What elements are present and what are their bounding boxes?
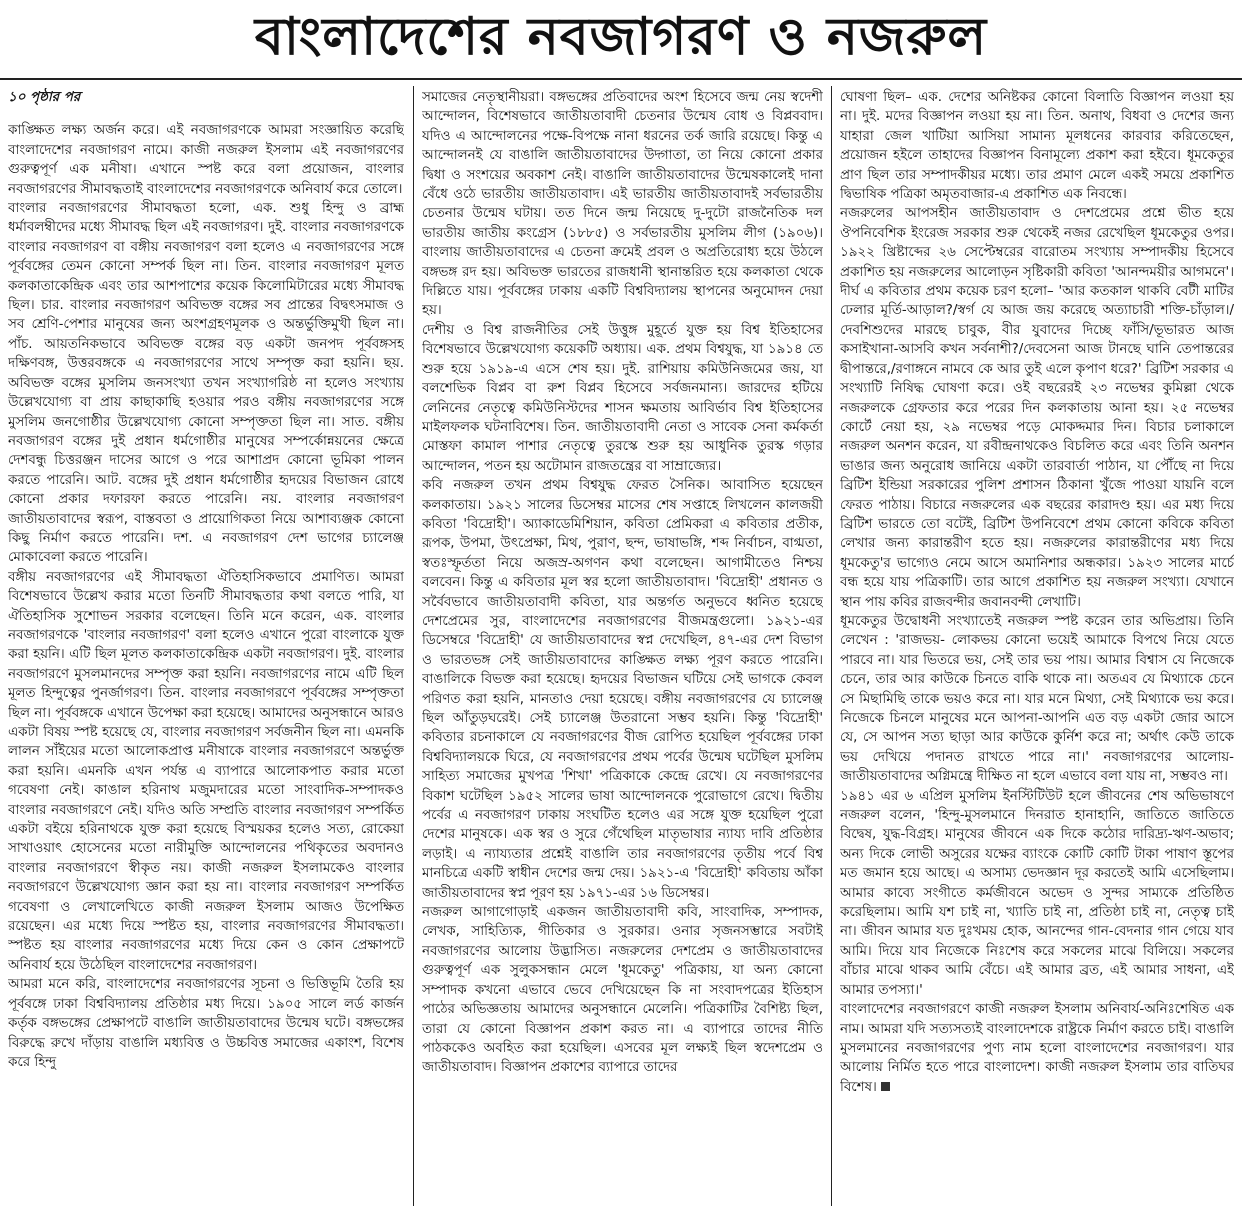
- paragraph: বাংলার নবজাগরণের সীমাবদ্ধতা হলো, এক. শুধু হিন্দু ও ব্রাহ্ম ধর্মাবলম্বীদের মধ্যে সীমাবদ্ধ ছিল এই নবজাগরণ। দুই. বাংলার নবজাগরণকে বাংলার নবজাগরণ বা বঙ্গীয় নবজাগরণ বলা হলেও এ নবজাগরণের সঙ্গে পূর্ববঙ্গের তেমন কোনো সম্পর্ক ছিল না। তিন. বাংলার নবজাগরণ মূলত কলকাতাকেন্দ্রিক এবং তার আশপাশের কয়েক কিলোমিটারের মধ্যে সীমাবদ্ধ ছিল। চার. বাংলার নবজাগরণ অবিভক্ত বঙ্গের সব প্রান্তের বিদ্বৎসমাজ ও সব শ্রেণি-পেশার মানুষের জন্য অংশগ্রহণমূলক ও অন্তর্ভুক্তিমুখী ছিল না। পাঁচ. আয়তনিকভাবে অবিভক্ত বঙ্গের বড় একটা জনপদ পূর্ববঙ্গসহ দক্ষিণবঙ্গ, উত্তরবঙ্গকে এ নবজাগরণের সাথে সম্পৃক্ত করা হয়নি। ছয়. অবিভক্ত বঙ্গের মুসলিম জনসংখ্যা তখন সংখ্যাগরিষ্ঠ না হলেও সংখ্যায় উল্লেখযোগ্য বা প্রায় কাছাকাছি হওয়ার পরও বঙ্গীয় নবজাগরণের সঙ্গে মুসলিম জনগোষ্ঠীর উল্লেখযোগ্য কোনো সম্পৃক্ততা ছিল না। সাত. বঙ্গীয় নবজাগরণ বঙ্গের দুই প্রধান ধর্মগোষ্ঠীর মানুষের সম্পর্কোন্নয়নের ক্ষেত্রে দেশবন্ধু চিত্তরঞ্জন দাসের আগে ও পরে আশাপ্রদ কোনো ভূমিকা পালন করতে পারেনি। আট. বঙ্গের দুই প্রধান ধর্মগোষ্ঠীর হৃদয়ের বিভাজন রোধে কোনো প্রকার দফারফা করতে পারেনি। নয়. বাংলার নবজাগরণ জাতীয়তাবাদের স্বরূপ, বাস্তবতা ও প্রায়োগিকতা নিয়ে আশাব্যঞ্জক কোনো কিছু নির্মাণ করতে পারেনি। দশ. এ নবজাগরণ দেশ ভাগের চ্যালেঞ্জ মোকাবেলা করতে পারেনি।: [8, 201, 404, 566]
- article-column-1: [8, 88, 404, 1208]
- column-divider: [831, 86, 832, 1206]
- paragraph: বঙ্গীয় নবজাগরণের এই সীমাবদ্ধতা ঐতিহাসিকভাবে প্রমাণিত। আমরা বিশেষভাবে উল্লেখ করার মতো তিনটি সীমাবদ্ধতার কথা বলতে পারি, যা ঐতিহাসিক সুশোভন সরকার বলেছেন। তিনি মনে করেন, এক. বাংলার নবজাগরণকে 'বাংলার নবজাগরণ' বলা হলেও এখানে পুরো বাংলাকে যুক্ত করা হয়নি। এটি ছিল মূলত কলকাতাকেন্দ্রিক একটা নবজাগরণ। দুই. বাংলার নবজাগরণে মুসলমানদের সম্পৃক্ত করা হয়নি। নবজাগরণের নামে এটি ছিল মূলত হিন্দুত্বের পুনর্জাগরণ। তিন. বাংলার নবজাগরণে পূর্ববঙ্গের সম্পৃক্ততা ছিল না। পূর্ববঙ্গকে এখানে উপেক্ষা করা হয়েছে। আমাদের অনুসন্ধানে আরও একটা বিষয় স্পষ্ট হয়েছে যে, বাংলার নবজাগরণ সর্বজনীন ছিল না। এমনকি লালন সাঁইয়ের মতো আলোকপ্রাপ্ত মনীষাকে বাংলার নবজাগরণে অন্তর্ভুক্ত করা হয়নি। এমনকি এখন পর্যন্ত এ ব্যাপারে আলোকপাত করার মতো গবেষণা নেই। কাঙাল হরিনাথ মজুমদারের মতো সাংবাদিক-সম্পাদকও বাংলার নবজাগরণে নেই। যদিও অতি সম্প্রতি বাংলার নবজাগরণ সম্পর্কিত একটা বইয়ে হরিনাথকে যুক্ত করা হয়েছে বিস্ময়কর হলেও সত্য, রোকেয়া সাখাওয়াৎ হোসেনের মতো নারীমুক্তি আন্দোলনের পথিকৃতের অবদানও বাংলার নবজাগরণে স্বীকৃত নয়। কাজী নজরুল ইসলামকেও বাংলার নবজাগরণে উল্লেখযোগ্য জ্ঞান করা হয় না। বাংলার নবজাগরণ সম্পর্কিত গবেষণা ও লেখালেখিতে কাজী নজরুল ইসলাম আজও উপেক্ষিত রয়েছেন। এর মধ্যে দিয়ে স্পষ্টত হয়, বাংলার নবজাগরণের সীমাবদ্ধতা। স্পষ্টত হয় বাংলার নবজাগরণের মধ্যে দিয়ে কেন ও কোন প্রেক্ষাপটে অনিবার্য হয়ে উঠেছিল বাংলাদেশের নবজাগরণ।: [8, 569, 404, 973]
- paragraph: আমরা মনে করি, বাংলাদেশের নবজাগরণের সূচনা ও ভিত্তিভূমি তৈরি হয় পূর্ববঙ্গে ঢাকা বিশ্ববিদ্যালয় প্রতিষ্ঠার মধ্য দিয়ে। ১৯০৫ সালে লর্ড কার্জন কর্তৃক বঙ্গভঙ্গের প্রেক্ষাপটে বাঙালি জাতীয়তাবাদের উন্মেষ ঘটে। বঙ্গভঙ্গের বিরুদ্ধে রুখে দাঁড়ায় বাঙালি মধ্যবিত্ত ও উচ্চবিত্ত সমাজের একাংশ, বিশেষ করে হিন্দু: [8, 977, 404, 1070]
- paragraph: নজরুল আগাগোড়াই একজন জাতীয়তাবাদী কবি, সাংবাদিক, সম্পাদক, লেখক, সাহিত্যিক, গীতিকার ও সুরকার। ওনার সৃজনসম্ভারে সবটাই নবজাগরণের আলোয় উদ্ভাসিত। নজরুলের দেশপ্রেম ও জাতীয়তাবাদের গুরুত্বপূর্ণ এক সুলুকসন্ধান মেলে 'ধূমকেতু' পত্রিকায়, যা অন্য কোনো সম্পাদক কখনো এভাবে ভেবে দেখিয়েছেন কি না সংবাদপত্রের ইতিহাস পাঠের অভিজ্ঞতায় আমাদের অনুসন্ধানে মেলেনি। পত্রিকাটির বৈশিষ্ট্য ছিল, তারা যে কোনো বিজ্ঞাপন প্রকাশ করত না। এ ব্যাপারে তাদের নীতি পাঠককেও অবহিত করা হয়েছিল। এসবের মূল লক্ষ্যই ছিল স্বদেশপ্রেম ও জাতীয়তাবাদ। বিজ্ঞাপন প্রকাশের ব্যাপারে তাদের: [422, 905, 823, 1076]
- paragraph: কাঙ্ক্ষিত লক্ষ্য অর্জন করে। এই নবজাগরণকে আমরা সংজ্ঞায়িত করেছি বাংলাদেশের নবজাগরণ নামে। কাজী নজরুল ইসলাম এই নবজাগরণের গুরুত্বপূর্ণ এক মনীষা। এখানে স্পষ্ট করে বলা প্রয়োজন, বাংলার নবজাগরণের সীমাবদ্ধতাই বাংলাদেশের নবজাগরণকে অনিবার্য করে তোলে।: [8, 123, 404, 197]
- article-column-3: [840, 88, 1234, 1208]
- paragraph: ঘোষণা ছিল– এক. দেশের অনিষ্টকর কোনো বিলাতি বিজ্ঞাপন লওয়া হয় না। দুই. মদের বিজ্ঞাপন লওয়া হয় না। তিন. অনাথ, বিধবা ও দেশের জন্য যাহারা জেল খাটিয়া আসিয়া সামান্য মূলধনের কারবার করিতেছেন, প্রয়োজন হইলে তাহাদের বিজ্ঞাপন বিনামূল্যে প্রকাশ করা হইবে। ধূমকেতুর প্রাণ ছিল তার সম্পাদকীয়র মধ্যে। তার প্রমাণ মেলে একই সময়ে প্রকাশিত দ্বিভাষিক পত্রিকা অমৃতবাজার-এ প্রকাশিত এক নিবন্ধে।: [840, 90, 1234, 203]
- paragraph: সমাজের নেতৃস্থানীয়রা। বঙ্গভঙ্গের প্রতিবাদের অংশ হিসেবে জন্ম নেয় স্বদেশী আন্দোলন, বিশেষভাবে জাতীয়তাবাদী চেতনার উন্মেষ বোধ ও বিপ্লববাদ। যদিও এ আন্দোলনের পক্ষে-বিপক্ষে নানা ধরনের তর্ক জারি রয়েছে। কিন্তু এ আন্দোলনই যে বাঙালি জাতীয়তাবাদের উদ্গাতা, তা নিয়ে কোনো প্রকার দ্বিধা ও সংশয়ের অবকাশ নেই। বাঙালি জাতীয়তাবাদের উন্মেষকালেই দানা বেঁধে ওঠে ভারতীয় জাতীয়তাবাদ। এই ভারতীয় জাতীয়তাবাদই সর্বভারতীয় চেতনার উন্মেষ ঘটায়। তত দিনে জন্ম নিয়েছে দু-দুটো রাজনৈতিক দল ভারতীয় জাতীয় কংগ্রেস (১৮৮৫) ও সর্বভারতীয় মুসলিম লীগ (১৯০৬)। বাংলায় জাতীয়তাবাদের এ চেতনা ক্রমেই প্রবল ও অপ্রতিরোধ্য হয়ে উঠলে বঙ্গভঙ্গ রদ হয়। অবিভক্ত ভারতের রাজধানী স্থানান্তরিত হয়ে কলকাতা থেকে দিল্লিতে যায়। পূর্ববঙ্গের ঢাকায় একটি বিশ্ববিদ্যালয় স্থাপনের অনুমোদন দেয়া হয়।: [422, 90, 823, 319]
- final-paragraph: [840, 1000, 1234, 1097]
- paragraph: কবি নজরুল তখন প্রথম বিশ্বযুদ্ধ ফেরত সৈনিক। আবাসিত হয়েছেন কলকাতায়। ১৯২১ সালের ডিসেম্বর মাসের শেষ সপ্তাহে লিখলেন কালজয়ী কবিতা 'বিদ্রোহী'। অ্যাকাডেমিশিয়ান, কবিতা প্রেমিকরা এ কবিতার প্রতীক, রূপক, উপমা, উৎপ্রেক্ষা, মিথ, পুরাণ, ছন্দ, ভাষাভঙ্গি, শব্দ নির্বাচন, বাগ্মতা, স্বতঃস্ফূর্ততা নিয়ে অজস্র-অগণন কথা বলেছেন। আগামীতেও নিশ্চয় বলবেন। কিন্তু এ কবিতার মূল স্বর হলো জাতীয়তাবাদ। 'বিদ্রোহী' প্রধানত ও সর্বৈবভাবে জাতীয়তাবাদী কবিতা, যার অন্তর্গত অনুভবে ধ্বনিত হয়েছে দেশপ্রেমের সুর, বাংলাদেশের নবজাগরণের বীজমন্ত্রগুলো। ১৯২১-এর ডিসেম্বরে 'বিদ্রোহী' যে জাতীয়তাবাদের স্বপ্ন দেখেছিল, ৪৭-এর দেশ বিভাগ ও ভারতভঙ্গ সেই জাতীয়তাবাদের কাঙ্ক্ষিত লক্ষ্য পূরণ করতে পারেনি। বাঙালিকে বিভক্ত করা হয়েছে। হৃদয়ের বিভাজন ঘটিয়ে সেই ভাগকে কেবল পরিণত করা হয়নি, মানতাও দেয়া হয়েছে। বঙ্গীয় নবজাগরণের যে চ্যালেঞ্জ ছিল আঁতুড়ঘরেই। সেই চ্যালেঞ্জ উতরানো সম্ভব হয়নি। কিন্তু 'বিদ্রোহী' কবিতার রচনাকালে যে নবজাগরণের বীজ রোপিত হয়েছিল পূর্ববঙ্গের ঢাকা বিশ্ববিদ্যালয়কে ঘিরে, যে নবজাগরণের প্রথম পর্বের উন্মেষ ঘটেছিল মুসলিম সাহিত্য সমাজের মুখপত্র 'শিখা' পত্রিকাকে কেন্দ্রে রেখে। যে নবজাগরণের বিকাশ ঘটেছিল ১৯৫২ সালের ভাষা আন্দোলনকে পুরোভাগে রেখে। দ্বিতীয় পর্বের এ নবজাগরণ ঢাকায় সংঘটিত হলেও এর সঙ্গে যুক্ত হয়েছিল পুরো দেশের মানুষকে। এক স্বর ও সুরে গেঁথেছিল মাতৃভাষার ন্যায্য দাবি প্রতিষ্ঠার লড়াই। এ ন্যায্যতার প্রশ্নেই বাঙালি তার নবজাগরণের তৃতীয় পর্বে বিশ্ব মানচিত্রে একটি স্বাধীন দেশের জন্ম দেয়। ১৯২১-এ 'বিদ্রোহী' কবিতায় আঁকা জাতীয়তাবাদের স্বপ্ন পূরণ হয় ১৯৭১-এর ১৬ ডিসেম্বর।: [422, 478, 823, 901]
- paragraph: দেশীয় ও বিশ্ব রাজনীতির সেই উত্তুঙ্গ মুহূর্তে যুক্ত হয় বিশ্ব ইতিহাসের বিশেষভাবে উল্লেখযোগ্য কয়েকটি অধ্যায়। এক. প্রথম বিশ্বযুদ্ধ, যা ১৯১৪ তে শুরু হয়ে ১৯১৯-এ এসে শেষ হয়। দুই. রাশিয়ায় কমিউনিজমের জয়, যা বলশেভিক বিপ্লব বা রুশ বিপ্লব হিসেবে সর্বজনমান্য। জারদের হটিয়ে লেনিনের নেতৃত্বে কমিউনিস্টদের শাসন ক্ষমতায় আবির্ভাব বিশ্ব ইতিহাসের মাইলফলক ঘটনাবিশেষ। তিন. জাতীয়তাবাদী নেতা ও সাবেক সেনা কর্মকর্তা মোস্তফা কামাল পাশার নেতৃত্বে তুরস্কে শুরু হয় আধুনিক তুরস্ক গড়ার আন্দোলন, পতন হয় অটোমান রাজতন্ত্রের বা সাম্রাজ্যের।: [422, 322, 823, 474]
- column-divider: [413, 86, 414, 1206]
- continued-from-line: ১০ পৃষ্ঠার পর: [8, 90, 81, 105]
- article-column-2: [422, 88, 823, 1208]
- headline-rule: [0, 78, 1242, 80]
- paragraph: ১৯৪১ এর ৬ এপ্রিল মুসলিম ইনস্টিটিউট হলে জীবনের শেষ অভিভাষণে নজরুল বলেন, 'হিন্দু-মুসলমানে দিনরাত হানাহানি, জাতিতে জাতিতে বিদ্বেষ, যুদ্ধ-বিগ্রহ। মানুষের জীবনে এক দিকে কঠোর দারিদ্র্য-ঋণ-অভাব; অন্য দিকে লোভী অসুরের যক্ষের ব্যাংকে কোটি কোটি টাকা পাষাণ স্তূপের মত জমান হয়ে আছে। এ অসাম্য ভেদজ্ঞান দূর করতেই আমি এসেছিলাম। আমার কাব্যে সংগীতে কর্মজীবনে অভেদ ও সুন্দর সাম্যকে প্রতিষ্ঠিত করেছিলাম। আমি যশ চাই না, খ্যাতি চাই না, প্রতিষ্ঠা চাই না, নেতৃত্ব চাই না। জীবন আমার যত দুঃখময় হোক, আনন্দের গান-বেদনার গান গেয়ে যাব আমি। দিয়ে যাব নিজেকে নিঃশেষ করে সকলের মাঝে বিলিয়ে। সকলের বাঁচার মাঝে থাকব আমি বেঁচে। এই আমার ব্রত, এই আমার সাধনা, এই আমার তপস্যা।': [840, 788, 1234, 998]
- paragraph: ধূমকেতুর উদ্বোধনী সংখ্যাতেই নজরুল স্পষ্ট করেন তার অভিপ্রায়। তিনি লেখেন : 'রাজভয়- লোকভয় কোনো ভয়েই আমাকে বিপথে নিয়ে যেতে পারবে না। যার ভিতরে ভয়, সেই তার ভয় পায়। আমার বিশ্বাস যে নিজেকে চেনে, তার আর কাউকে চিনতে বাকি থাকে না। অতএব যে মিথ্যাকে চেনে সে মিছামিছি তাকে ভয়ও করে না। যার মনে মিথ্যা, সেই মিথ্যাকে ভয় করে। নিজেকে চিনলে মানুষের মনে আপনা-আপনি এত বড় একটা জোর আসে যে, সে আপন সত্য ছাড়া আর কাউকে কুর্নিশ করে না; অর্থাৎ কেউ তাকে ভয় দেখিয়ে পদানত রাখতে পারে না।' নবজাগরণের আলোয়-জাতীয়তাবাদের অগ্নিমন্ত্রে দীক্ষিত না হলে এভাবে বলা যায় না, সম্ভবও না।: [840, 613, 1234, 785]
- paragraph-text: বাংলাদেশের নবজাগরণে কাজী নজরুল ইসলাম অনিবার্য-অনিঃশেষিত এক নাম। আমরা যদি সত্যসত্যই বাংলাদেশকে রাষ্ট্রকে নির্মাণ করতে চাই। বাঙালি মুসলমানের নবজাগরণের পুণ্য নাম হলো বাংলাদেশের নবজাগরণ। যার আলোয় নির্মিত হতে পারে বাংলাদেশ। কাজী নজরুল ইসলাম তার বাতিঘর বিশেষ।: [840, 1002, 1234, 1095]
- article-headline: বাংলাদেশের নবজাগরণ ও নজরুল: [254, 5, 988, 67]
- end-mark-icon: [881, 1082, 890, 1091]
- paragraph: নজরুলের আপসহীন জাতীয়তাবাদ ও দেশপ্রেমের প্রশ্নে ভীত হয়ে ঔপনিবেশিক ইংরেজ সরকার শুরু থেকেই নজর রেখেছিল ধূমকেতুর ওপর। ১৯২২ খ্রিষ্টাব্দের ২৬ সেপ্টেম্বরের বারোতম সংখ্যায় সম্পাদকীয় হিসেবে প্রকাশিত হয় নজরুলের আলোড়ন সৃষ্টিকারী কবিতা 'আনন্দময়ীর আগমনে'। দীর্ঘ এ কবিতার প্রথম কয়েক চরণ হলো– 'আর কতকাল থাকবি বেটী মাটির ঢেলার মূর্তি-আড়াল?/স্বর্গ যে আজ জয় করেছে অত্যাচারী শক্তি-চাঁড়াল।/দেবশিশুদের মারছে চাবুক, বীর যুবাদের দিচ্ছে ফাঁসি/ভূভারত আজ কসাইখানা-আসবি কখন সর্বনাশী?/দেবসেনা আজ টানছে ঘানি তেপান্তরের দ্বীপান্তরে,/রণাঙ্গনে নামবে কে আর তুই এলে কৃপাণ ধরে?' ব্রিটিশ সরকার এ সংখ্যাটি নিষিদ্ধ ঘোষণা করে। ওই বছরেরই ২৩ নভেম্বর কুমিল্লা থেকে নজরুলকে গ্রেফতার করে পরের দিন কলকাতায় আনা হয়। ২৫ নভেম্বর কোর্টে নেয়া হয়, ২৯ নভেম্বর পড়ে মোকদ্দমার দিন। বিচার চলাকালে নজরুল অনশন করেন, যা রবীন্দ্রনাথকেও বিচলিত করে এবং তিনি অনশন ভাঙার জন্য অনুরোধ জানিয়ে একটা তারবার্তা পাঠান, যা পৌঁছে না দিয়ে ব্রিটিশ ইন্ডিয়া সরকারের পুলিশ প্রশাসন ঠিকানা খুঁজে পাওয়া যায়নি বলে ফেরত পাঠায়। বিচারে নজরুলের এক বছরের কারাদণ্ড হয়। এর মধ্য দিয়ে ব্রিটিশ ভারতে তো বটেই, ব্রিটিশ উপনিবেশে প্রথম কোনো কবিকে কবিতা লেখার জন্য কারান্তরীণ হতে হয়। নজরুলের কারান্তরীণের মধ্য দিয়ে ধূমকেতু'র ভাগ্যেও নেমে আসে অমানিশার অন্ধকার। ১৯২৩ সালের মার্চে বন্ধ হয়ে যায় পত্রিকাটি। তার আগে প্রকাশিত হয় নজরুল সংখ্যা। যেখানে স্থান পায় কবির রাজবন্দীর জবানবন্দী লেখাটি।: [840, 206, 1234, 610]
